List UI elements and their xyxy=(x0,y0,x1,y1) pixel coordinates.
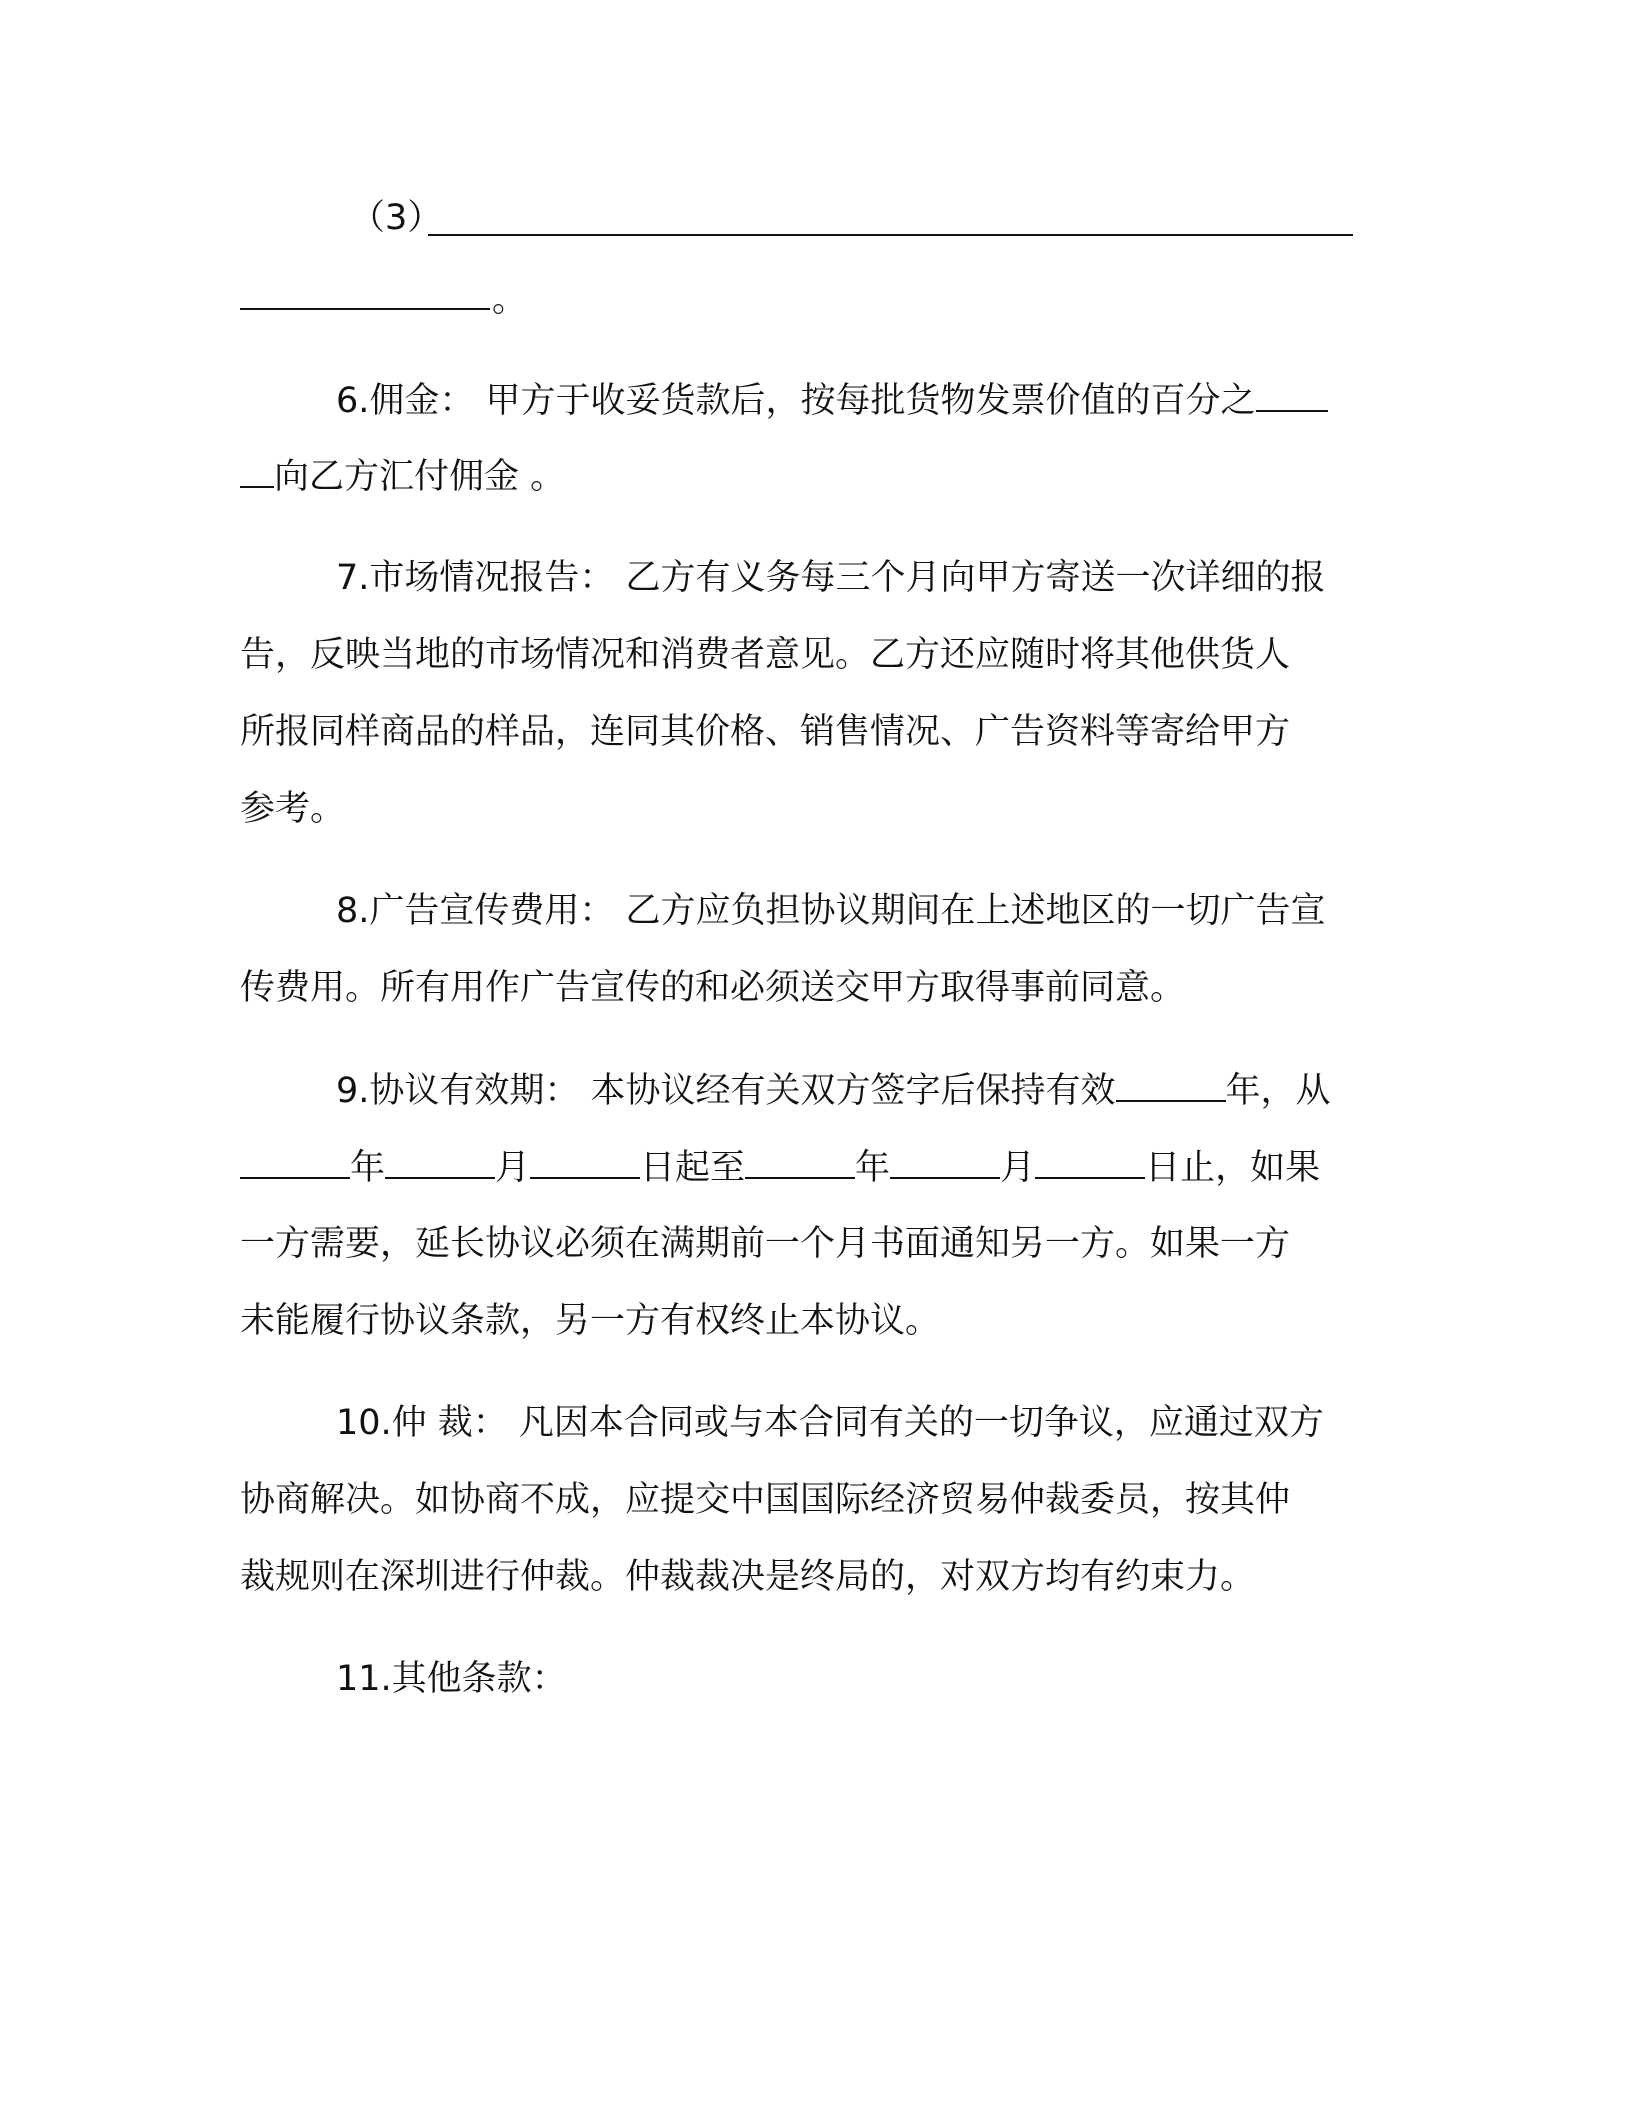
clause10-line2: 协商解决。如协商不成，应提交中国国际经济贸易仲裁委员，按其仲 xyxy=(240,1480,1291,1520)
end-year-blank[interactable] xyxy=(745,1147,855,1179)
item3-label: （3） xyxy=(350,198,443,238)
clause6-line2: 向乙方汇付佣金 。 xyxy=(240,456,565,496)
clause7-line3: 所报同样商品的样品，连同其价格、销售情况、广告资料等寄给甲方 xyxy=(240,712,1291,752)
clause6-line1: 6.佣金： 甲方于收妥货款后，按每批货物发票价值的百分之 xyxy=(336,380,1328,420)
clause9-line2: 年 月 日起至 年 月 日止，如果 xyxy=(240,1147,1320,1187)
commission-percent-blank[interactable] xyxy=(1256,380,1328,412)
clause8-line2: 传费用。所有用作广告宣传的和必须送交甲方取得事前同意。 xyxy=(240,968,1186,1008)
validity-years-blank[interactable] xyxy=(1116,1070,1226,1102)
start-month-blank[interactable] xyxy=(385,1147,495,1179)
item3-blank-long[interactable] xyxy=(428,204,1353,236)
end-day-blank[interactable] xyxy=(1035,1147,1145,1179)
item3-end: 。 xyxy=(492,280,528,320)
clause8-line1: 8.广告宣传费用： 乙方应负担协议期间在上述地区的一切广告宣 xyxy=(336,891,1326,931)
clause11-line1: 11.其他条款： xyxy=(336,1659,567,1699)
start-year-blank[interactable] xyxy=(240,1147,350,1179)
commission-percent-blank-cont[interactable] xyxy=(240,456,274,488)
end-month-blank[interactable] xyxy=(890,1147,1000,1179)
clause7-line4: 参考。 xyxy=(240,789,346,829)
clause9-line3: 一方需要，延长协议必须在满期前一个月书面通知另一方。如果一方 xyxy=(240,1224,1291,1264)
item3-blank-short[interactable] xyxy=(240,278,490,310)
clause9-line1: 9.协议有效期： 本协议经有关双方签字后保持有效 年，从 xyxy=(336,1071,1331,1111)
clause9-line4: 未能履行协议条款，另一方有权终止本协议。 xyxy=(240,1301,941,1341)
clause10-line3: 裁规则在深圳进行仲裁。仲裁裁决是终局的，对双方均有约束力。 xyxy=(240,1557,1256,1597)
clause10-line1: 10.仲 裁： 凡因本合同或与本合同有关的一切争议，应通过双方 xyxy=(336,1403,1324,1443)
clause7-line2: 告，反映当地的市场情况和消费者意见。乙方还应随时将其他供货人 xyxy=(240,635,1291,675)
clause7-line1: 7.市场情况报告： 乙方有义务每三个月向甲方寄送一次详细的报 xyxy=(336,558,1326,598)
start-day-blank[interactable] xyxy=(530,1147,640,1179)
